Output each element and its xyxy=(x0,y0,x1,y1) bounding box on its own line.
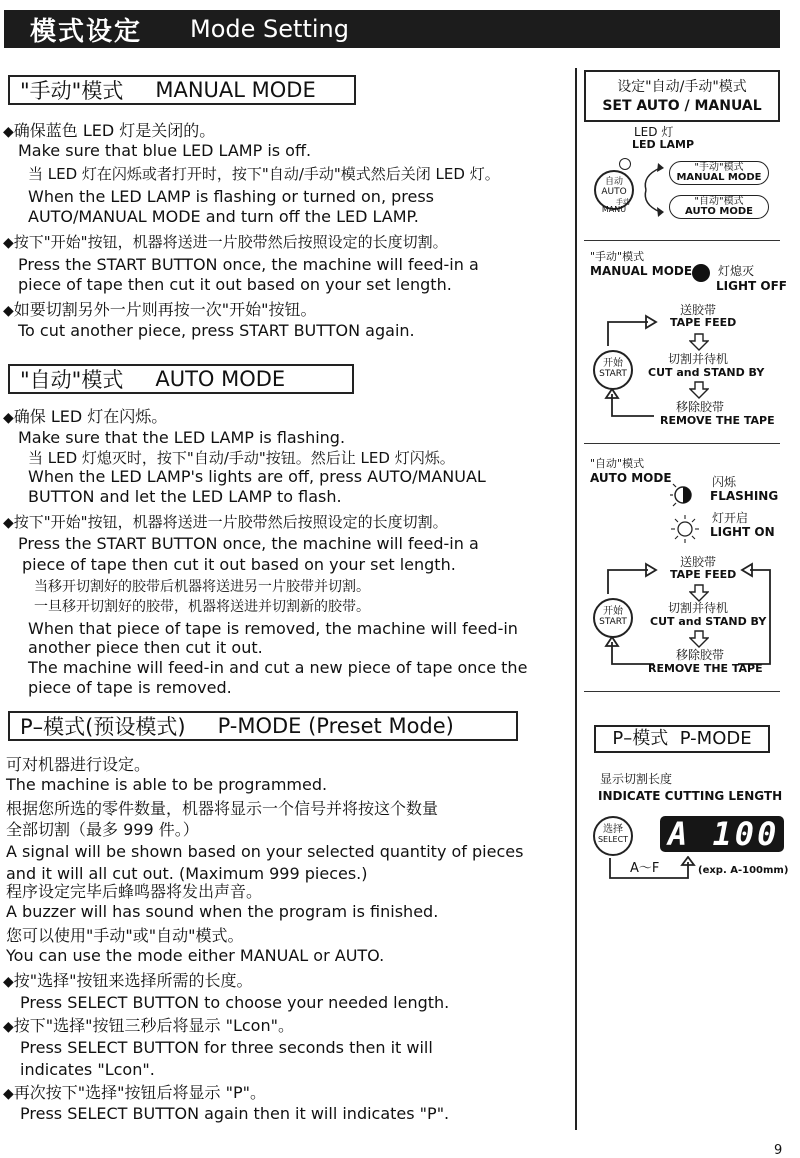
auto-line-1: ◆确保 LED 灯在闪烁。 xyxy=(3,407,168,426)
auto-title-zh: "自动"模式 xyxy=(20,368,124,392)
pmode-line-4: 全部切割（最多 999 件。） xyxy=(6,820,199,839)
auto-line-2: Make sure that the LED LAMP is flashing. xyxy=(18,428,346,447)
auto-line-6: ◆按下"开始"按钮，机器将送进一片胶带然后按照设定的长度切割。 xyxy=(3,513,448,531)
flashing-en: FLASHING xyxy=(710,489,779,503)
auto-manual-button[interactable]: 自动 AUTO 手动 MANU xyxy=(594,170,634,210)
flashing-zh: 闪烁 xyxy=(712,475,737,489)
light-off-zh: 灯熄灭 xyxy=(718,264,755,278)
manual-feed-en: TAPE FEED xyxy=(670,316,737,329)
flow-manual-zh: "手动"模式 xyxy=(590,250,645,263)
pmode-line-15: indicates "Lcon". xyxy=(20,1060,155,1079)
range-label: A～F xyxy=(630,861,660,876)
manual-line-6: ◆按下"开始"按钮，机器将送进一片胶带然后按照设定的长度切割。 xyxy=(3,233,448,251)
length-display xyxy=(660,816,784,852)
manual-line-5: AUTO/MANUAL MODE and turn off the LED LAMP. xyxy=(28,207,419,226)
auto-start-button[interactable]: 开始 START xyxy=(593,598,633,638)
page-header-banner xyxy=(4,10,780,48)
auto-down-arrow-2-icon xyxy=(689,630,709,648)
led-label-zh: LED 灯 xyxy=(634,125,674,139)
pmode-line-12: Press SELECT BUTTON to choose your needed length. xyxy=(20,993,450,1012)
auto-down-arrow-1-icon xyxy=(689,584,709,602)
pmode-title-zh: P–模式(预设模式) xyxy=(20,715,186,739)
auto-feed-arrow-icon xyxy=(600,558,660,598)
set-mode-zh: 设定"自动/手动"模式 xyxy=(617,79,747,95)
auto-line-9: 当移开切割好的胶带后机器将送进另一片胶带并切割。 xyxy=(34,579,370,595)
led-label-en: LED LAMP xyxy=(632,138,695,151)
manual-line-9: ◆如要切割另外一片则再按一次"开始"按钮。 xyxy=(3,300,317,319)
auto-line-11: When that piece of tape is removed, the machine will feed-in xyxy=(28,619,518,638)
pmode-line-3: 根据您所选的零件数量，机器将显示一个信号并将按这个数量 xyxy=(6,799,439,818)
display-value: A 100 xyxy=(668,815,780,853)
header-title-zh: 模式设定 xyxy=(30,16,143,47)
pmode-line-16: ◆再次按下"选择"按钮后将显示 "P"。 xyxy=(3,1083,266,1102)
auto-line-8: piece of tape then cut it out based on your set length. xyxy=(22,555,456,574)
panel-divider-2 xyxy=(584,443,780,444)
manual-feed-arrow-icon xyxy=(600,310,660,350)
auto-line-13: The machine will feed-in and cut a new piece of tape once the xyxy=(28,658,528,677)
auto-cut-en: CUT and STAND BY xyxy=(650,615,767,628)
manual-return-arrow-icon xyxy=(598,388,658,424)
auto-title-en: AUTO MODE xyxy=(155,367,286,391)
pmode-line-10: You can use the mode either MANUAL or AUTO. xyxy=(6,946,385,965)
manual-down-arrow-1-icon xyxy=(689,333,709,351)
pmode-box: P–模式 P-MODE xyxy=(594,725,770,753)
auto-line-4: When the LED LAMP's lights are off, press AUTO/MANUAL xyxy=(28,467,486,486)
pmode-line-1: 可对机器进行设定。 xyxy=(6,755,151,774)
pmode-line-6: and it will all cut out. (Maximum 999 pieces.) xyxy=(6,864,368,883)
manual-line-7: Press the START BUTTON once, the machine will feed-in a xyxy=(18,255,479,274)
header-title-en: Mode Setting xyxy=(190,15,349,43)
indicate-length-zh: 显示切割长度 xyxy=(600,772,673,786)
panel-divider-3 xyxy=(584,691,780,692)
flow-auto-zh: "自动"模式 xyxy=(590,457,645,470)
manual-remove-zh: 移除胶带 xyxy=(676,400,725,414)
set-mode-en: SET AUTO / MANUAL xyxy=(602,98,762,114)
led-off-icon xyxy=(692,264,710,282)
pmode-line-7: 程序设定完毕后蜂鸣器将发出声音。 xyxy=(6,882,263,901)
auto-mode-pill: "自动"模式 AUTO MODE xyxy=(669,195,769,219)
manual-title-en: MANUAL MODE xyxy=(155,78,316,102)
pmode-title-en: P-MODE (Preset Mode) xyxy=(217,714,454,738)
page-number: 9 xyxy=(774,1143,783,1158)
panel-divider-1 xyxy=(584,240,780,241)
light-off-en: LIGHT OFF xyxy=(716,279,787,293)
auto-line-5: BUTTON and let the LED LAMP to flash. xyxy=(28,487,342,506)
pmode-line-9: 您可以使用"手动"或"自动"模式。 xyxy=(6,926,244,945)
auto-mode-heading xyxy=(8,364,354,394)
select-button[interactable]: 选择 SELECT xyxy=(593,816,633,856)
set-auto-manual-box xyxy=(584,70,780,122)
pmode-line-11: ◆按"选择"按钮来选择所需的长度。 xyxy=(3,971,253,990)
pmode-line-8: A buzzer will has sound when the program is finished. xyxy=(6,902,439,921)
pmode-line-13: ◆按下"选择"按钮三秒后将显示 "Lcon"。 xyxy=(3,1016,294,1035)
manual-line-3: 当 LED 灯在闪烁或者打开时，按下"自动/手动"模式然后关闭 LED 灯。 xyxy=(28,165,500,183)
pmode-line-2: The machine is able to be programmed. xyxy=(6,775,328,794)
led-flashing-icon xyxy=(670,482,696,508)
auto-remove-zh: 移除胶带 xyxy=(676,648,725,662)
auto-cut-zh: 切割并待机 xyxy=(668,601,729,615)
manual-line-1: ◆确保蓝色 LED 灯是关闭的。 xyxy=(3,121,216,140)
auto-feed-zh: 送胶带 xyxy=(680,555,717,569)
manual-cut-en: CUT and STAND BY xyxy=(648,366,765,379)
manual-line-8: piece of tape then cut it out based on your set length. xyxy=(18,275,452,294)
manual-line-4: When the LED LAMP is flashing or turned on, press xyxy=(28,187,435,206)
auto-line-12: another piece then cut it out. xyxy=(28,638,263,657)
manual-mode-heading xyxy=(8,75,356,105)
pmode-line-5: A signal will be shown based on your selected quantity of pieces xyxy=(6,842,524,861)
manual-mode-pill: "手动"模式 MANUAL MODE xyxy=(669,161,769,185)
manual-title-zh: "手动"模式 xyxy=(20,79,124,103)
flow-manual-en: MANUAL MODE xyxy=(590,264,693,278)
auto-line-10: 一旦移开切割好的胶带，机器将送进并切割新的胶带。 xyxy=(34,599,370,615)
auto-remove-en: REMOVE THE TAPE xyxy=(648,662,763,675)
pmode-line-17: Press SELECT BUTTON again then it will indicates "P". xyxy=(20,1104,450,1123)
auto-line-3: 当 LED 灯熄灭时，按下"自动/手动"按钮。然后让 LED 灯闪烁。 xyxy=(28,449,455,467)
manual-line-10: To cut another piece, press START BUTTON again. xyxy=(18,321,415,340)
flow-auto-en: AUTO MODE xyxy=(590,471,672,485)
manual-remove-en: REMOVE THE TAPE xyxy=(660,414,775,427)
manual-feed-zh: 送胶带 xyxy=(680,303,717,317)
led-indicator-icon xyxy=(619,158,631,170)
manual-down-arrow-2-icon xyxy=(689,381,709,399)
auto-line-7: Press the START BUTTON once, the machine will feed-in a xyxy=(18,534,479,553)
manual-line-2: Make sure that blue LED LAMP is off. xyxy=(18,141,312,160)
pmode-line-14: Press SELECT BUTTON for three seconds then it will xyxy=(20,1038,433,1057)
manual-cut-zh: 切割并待机 xyxy=(668,352,729,366)
auto-feed-en: TAPE FEED xyxy=(670,568,737,581)
column-divider xyxy=(575,68,577,1130)
led-on-icon xyxy=(670,514,700,544)
manual-start-button[interactable]: 开始 START xyxy=(593,350,633,390)
example-label: (exp. A-100mm) xyxy=(698,865,789,876)
light-on-zh: 灯开启 xyxy=(712,511,749,525)
light-on-en: LIGHT ON xyxy=(710,525,775,539)
pmode-heading xyxy=(8,711,518,741)
auto-line-14: piece of tape is removed. xyxy=(28,678,232,697)
indicate-length-en: INDICATE CUTTING LENGTH xyxy=(598,789,783,803)
